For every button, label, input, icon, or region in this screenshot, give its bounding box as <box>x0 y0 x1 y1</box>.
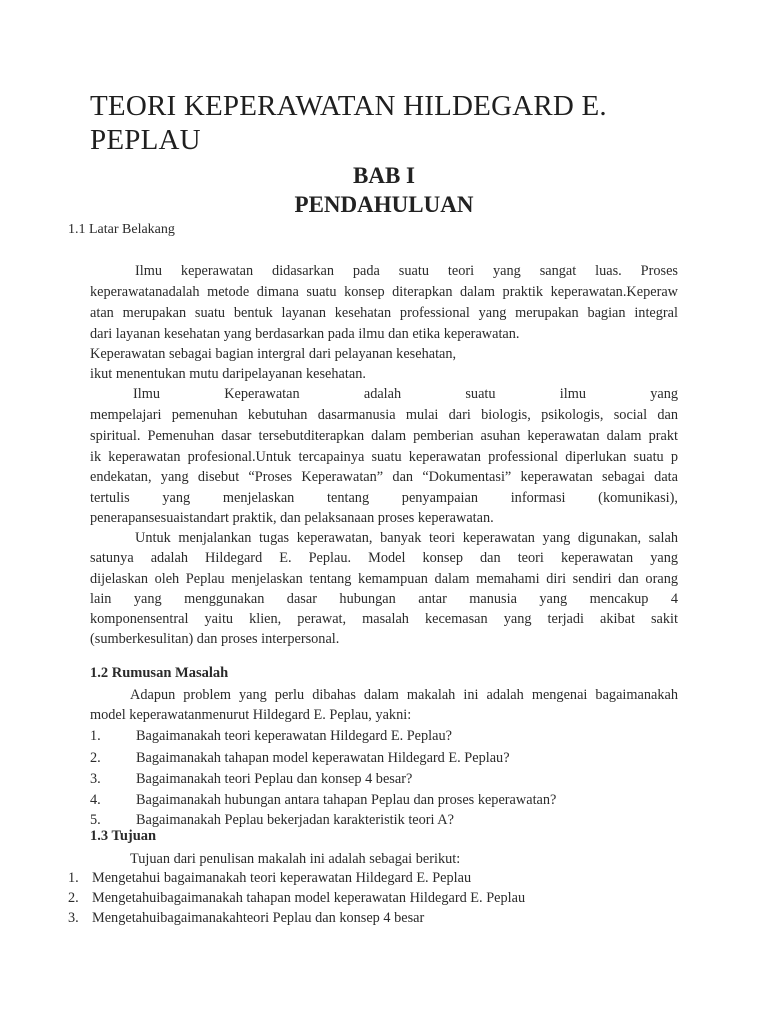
list-item-text: Bagaimanakah Peplau bekerjadan karakteristik teori A? <box>136 812 454 828</box>
paragraph-line: keperawatanadalah metode dimana suatu konsep diterapkan dalam praktik keperawatan.Keperaw <box>90 284 678 300</box>
paragraph-line: Keperawatan sebagai bagian intergral dari pelayanan kesehatan, <box>90 346 457 362</box>
paragraph-line: komponensentral yaitu klien, perawat, masalah kecemasan yang terjadi akibat sakit <box>90 611 678 627</box>
list-item-number: 5. <box>90 812 101 828</box>
chapter-title: PENDAHULUAN <box>294 192 474 217</box>
list-item-text: Mengetahuibagaimanakah tahapan model keperawatan Hildegard E. Peplau <box>92 890 526 906</box>
paragraph-line: dari layanan kesehatan yang berdasarkan pada ilmu dan etika keperawatan. <box>90 326 520 342</box>
list-item-text: Mengetahuibagaimanakahteori Peplau dan konsep 4 besar <box>92 910 425 926</box>
list-item-number: 2. <box>68 890 79 906</box>
paragraph-line: Ilmu keperawatan didasarkan pada suatu teori yang sangat luas. Proses <box>135 263 678 279</box>
paragraph-line: lain yang menggunakan dasar hubungan antar manusia yang mencakup 4 <box>90 591 678 607</box>
section-heading-rumusan-masalah: 1.2 Rumusan Masalah <box>90 665 229 681</box>
chapter-number: BAB I <box>353 163 415 188</box>
paragraph-line: mempelajari pemenuhan kebutuhan dasarmanusia mulai dari biologis, psikologis, social dan <box>90 407 678 423</box>
paragraph-line: dijelaskan oleh Peplau menjelaskan tentang kemampuan dalam memahami diri sendiri dan orang <box>90 571 678 587</box>
paragraph-line: endekatan, yang disebut “Proses Keperawatan” dan “Dokumentasi” keperawatan sebagai data <box>90 469 678 485</box>
paragraph-line: (sumberkesulitan) dan proses interpersonal. <box>90 631 340 647</box>
section-heading-latar-belakang: 1.1 Latar Belakang <box>68 222 175 237</box>
paragraph-line: Untuk menjalankan tugas keperawatan, banyak teori keperawatan yang digunakan, salah <box>135 530 678 546</box>
document-title-line-2: PEPLAU <box>90 124 201 156</box>
paragraph-line: satunya adalah Hildegard E. Peplau. Model konsep dan teori keperawatan yang <box>90 550 678 566</box>
paragraph-line: Adapun problem yang perlu dibahas dalam makalah ini adalah mengenai bagaimanakah <box>130 687 678 703</box>
paragraph-line: ik keperawatan profesional.Untuk tercapainya suatu keperawatan professional diperlukan suatu p <box>90 449 678 465</box>
list-item-text: Bagaimanakah teori keperawatan Hildegard E. Peplau? <box>136 728 452 744</box>
list-item-number: 4. <box>90 792 101 808</box>
paragraph-line: Tujuan dari penulisan makalah ini adalah sebagai berikut: <box>130 851 461 867</box>
list-item-number: 2. <box>90 750 101 766</box>
paragraph-line: atan merupakan suatu bentuk layanan kesehatan professional yang merupakan bagian integral <box>90 305 678 321</box>
paragraph-line: model keperawatanmenurut Hildegard E. Peplau, yakni: <box>90 707 412 723</box>
list-item-number: 1. <box>90 728 101 744</box>
document-title-line-1: TEORI KEPERAWATAN HILDEGARD E. <box>90 90 607 122</box>
list-item-number: 3. <box>90 771 101 787</box>
list-item-number: 1. <box>68 870 79 886</box>
paragraph-line: penerapansesuaistandart praktik, dan pelaksanaan proses keperawatan. <box>90 510 494 526</box>
paragraph-line: Ilmu Keperawatan adalah suatu ilmu yang <box>133 386 678 402</box>
paragraph-line: ikut menentukan mutu daripelayanan kesehatan. <box>90 366 366 382</box>
list-item-text: Mengetahui bagaimanakah teori keperawatan Hildegard E. Peplau <box>92 870 472 886</box>
list-item-text: Bagaimanakah teori Peplau dan konsep 4 besar? <box>136 771 413 787</box>
list-item-text: Bagaimanakah hubungan antara tahapan Peplau dan proses keperawatan? <box>136 792 557 808</box>
paragraph-line: spiritual. Pemenuhan dasar tersebutditerapkan dalam pemberian asuhan keperawatan dalam prakt <box>90 428 678 444</box>
paragraph-line: tertulis yang menjelaskan tentang penyampaian informasi (komunikasi), <box>90 490 678 506</box>
section-heading-tujuan: 1.3 Tujuan <box>90 828 157 844</box>
list-item-number: 3. <box>68 910 79 926</box>
list-item-text: Bagaimanakah tahapan model keperawatan Hildegard E. Peplau? <box>136 750 510 766</box>
